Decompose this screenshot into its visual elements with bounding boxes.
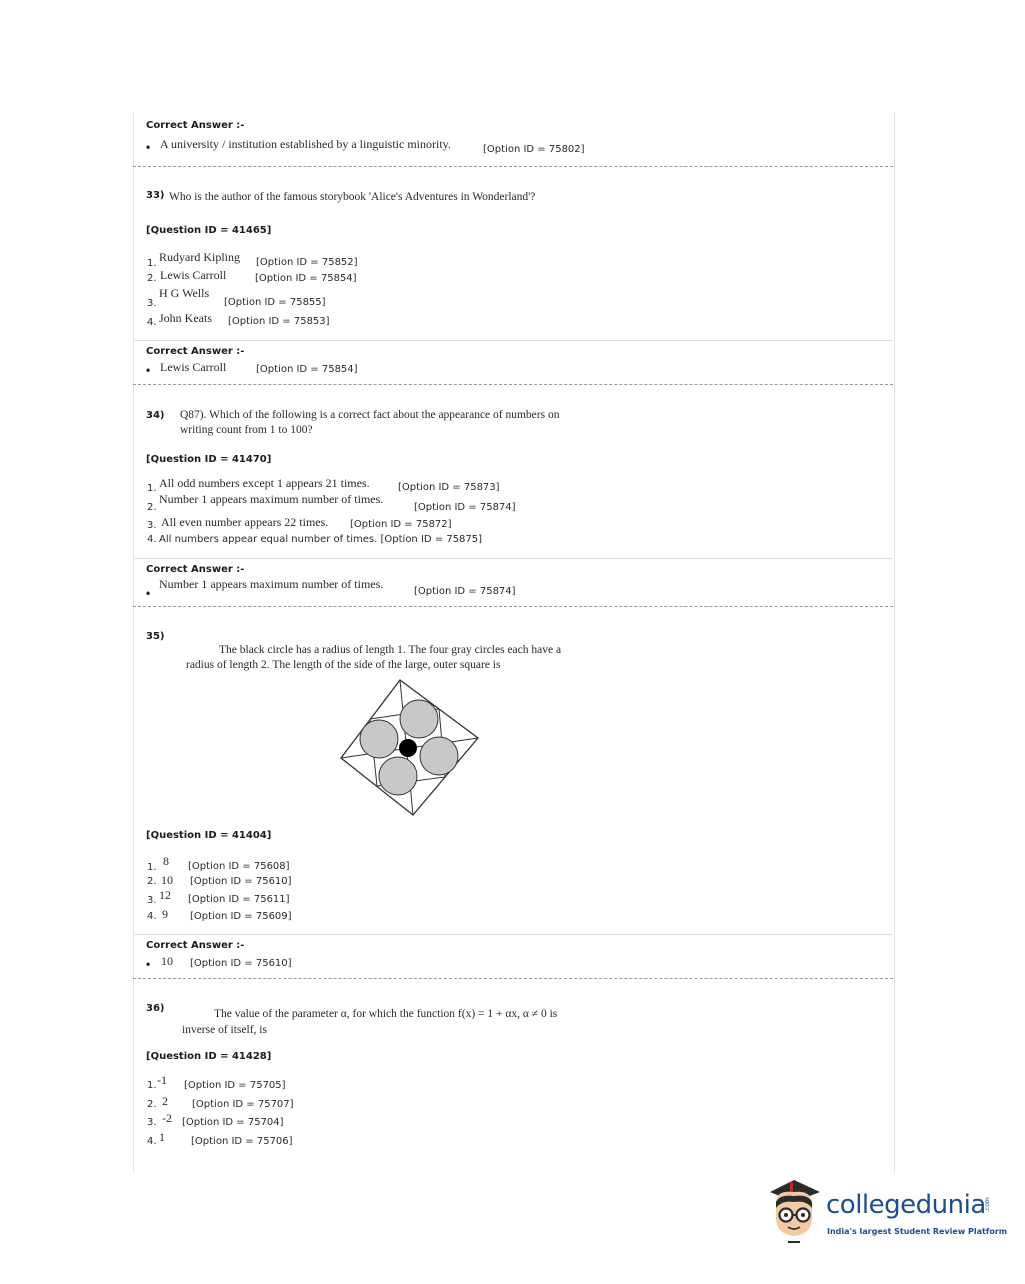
divider: [133, 606, 893, 607]
option-text: -2: [162, 1111, 172, 1125]
question-text: radius of length 2. The length of the side of the large, outer square is: [186, 659, 501, 671]
question-text: Who is the author of the famous storybook 'Alice's Adventures in Wonderland'?: [169, 191, 536, 203]
question-text: writing count from 1 to 100?: [180, 424, 313, 436]
correct-answer-text: 10: [161, 954, 173, 968]
correct-answer-label: Correct Answer :-: [146, 120, 245, 131]
question-number: 33): [146, 190, 165, 201]
option-text: -1: [157, 1073, 167, 1087]
correct-answer-text: Number 1 appears maximum number of times.: [159, 577, 384, 591]
correct-answer-option-id: [Option ID = 75610]: [190, 958, 292, 969]
option-id: [Option ID = 75873]: [398, 482, 500, 493]
option-id: [Option ID = 75609]: [190, 911, 292, 922]
divider: [133, 978, 893, 979]
option-number: 3.: [147, 298, 157, 309]
divider: [133, 340, 893, 341]
question-number: 35): [146, 631, 165, 642]
option-number: 3.: [147, 520, 157, 531]
gray-circle: [420, 737, 458, 775]
bullet: •: [146, 957, 151, 971]
option-text: 2: [162, 1094, 168, 1108]
option-text: 1: [159, 1130, 165, 1144]
divider: [133, 166, 893, 167]
option-text: Lewis Carroll: [160, 268, 227, 282]
bullet: •: [146, 363, 151, 377]
option-number: 2.: [147, 502, 157, 513]
option-id: [Option ID = 75854]: [255, 273, 357, 284]
correct-answer-label: Correct Answer :-: [146, 940, 245, 951]
option-id: [Option ID = 75872]: [350, 519, 452, 530]
option-number: 1.: [147, 258, 157, 269]
option-text: John Keats: [159, 311, 212, 325]
correct-answer-option-id: [Option ID = 75802]: [483, 144, 585, 155]
option-text: 9: [162, 907, 168, 921]
divider: [133, 934, 893, 935]
option-text: 10: [161, 873, 173, 887]
question-id: [Question ID = 41404]: [146, 830, 272, 841]
gray-circle: [400, 700, 438, 738]
option-number: 3.: [147, 1117, 157, 1128]
option-text: All even number appears 22 times.: [161, 515, 329, 529]
option-text: All numbers appear equal number of times. [Option ID = 75875]: [159, 534, 483, 545]
question-number: 36): [146, 1003, 165, 1014]
option-id: [Option ID = 75707]: [192, 1099, 294, 1110]
question-id: [Question ID = 41428]: [146, 1051, 272, 1062]
divider: [133, 558, 893, 559]
option-text: Number 1 appears maximum number of times.: [159, 492, 384, 506]
bullet: •: [146, 586, 151, 600]
question-id: [Question ID = 41470]: [146, 454, 272, 465]
bullet: •: [146, 140, 151, 154]
option-number: 2.: [147, 273, 157, 284]
gray-circle: [379, 757, 417, 795]
option-text: H G Wells: [159, 286, 210, 300]
correct-answer-text: Lewis Carroll: [160, 360, 227, 374]
correct-answer-option-id: [Option ID = 75854]: [256, 364, 358, 375]
correct-answer-text: A university / institution established by a linguistic minority.: [160, 137, 451, 151]
divider: [133, 384, 893, 385]
option-id: [Option ID = 75610]: [190, 876, 292, 887]
option-number: 1.: [147, 1080, 157, 1091]
option-id: [Option ID = 75611]: [188, 894, 290, 905]
collegedunia-mascot-icon: [766, 1178, 824, 1246]
question-id: [Question ID = 41465]: [146, 225, 272, 236]
option-text: 12: [159, 888, 171, 902]
option-id: [Option ID = 75706]: [191, 1136, 293, 1147]
option-number: 4.: [147, 534, 157, 545]
option-text: 8: [163, 854, 169, 868]
option-number: 4.: [147, 317, 157, 328]
option-id: [Option ID = 75852]: [256, 257, 358, 268]
question-text: inverse of itself, is: [182, 1024, 267, 1036]
brand-tagline: India's largest Student Review Platform: [827, 1227, 1008, 1236]
option-number: 2.: [147, 876, 157, 887]
option-text: Rudyard Kipling: [159, 250, 240, 264]
option-number: 4.: [147, 1136, 157, 1147]
option-id: [Option ID = 75705]: [184, 1080, 286, 1091]
option-number: 2.: [147, 1099, 157, 1110]
gray-circle: [360, 720, 398, 758]
option-number: 1.: [147, 862, 157, 873]
option-id: [Option ID = 75704]: [182, 1117, 284, 1128]
correct-answer-label: Correct Answer :-: [146, 346, 245, 357]
question-text: The value of the parameter α, for which the function f(x) = 1 + αx, α ≠ 0 is: [214, 1008, 558, 1020]
correct-answer-label: Correct Answer :-: [146, 564, 245, 575]
correct-answer-option-id: [Option ID = 75874]: [414, 586, 516, 597]
option-id: [Option ID = 75608]: [188, 861, 290, 872]
option-id: [Option ID = 75853]: [228, 316, 330, 327]
option-number: 1.: [147, 483, 157, 494]
option-number: 4.: [147, 911, 157, 922]
option-id: [Option ID = 75874]: [414, 502, 516, 513]
option-id: [Option ID = 75855]: [224, 297, 326, 308]
question-text: Q87). Which of the following is a correct fact about the appearance of numbers on: [180, 409, 560, 421]
brand-suffix: .com: [984, 1197, 991, 1212]
option-number: 3.: [147, 895, 157, 906]
question-text: The black circle has a radius of length 1. The four gray circles each have a: [219, 644, 562, 656]
square-circles-figure: [335, 676, 485, 821]
option-text: All odd numbers except 1 appears 21 times.: [159, 476, 370, 490]
question-number: 34): [146, 410, 165, 421]
brand-name: collegedunia: [826, 1190, 986, 1220]
black-circle: [399, 739, 417, 757]
